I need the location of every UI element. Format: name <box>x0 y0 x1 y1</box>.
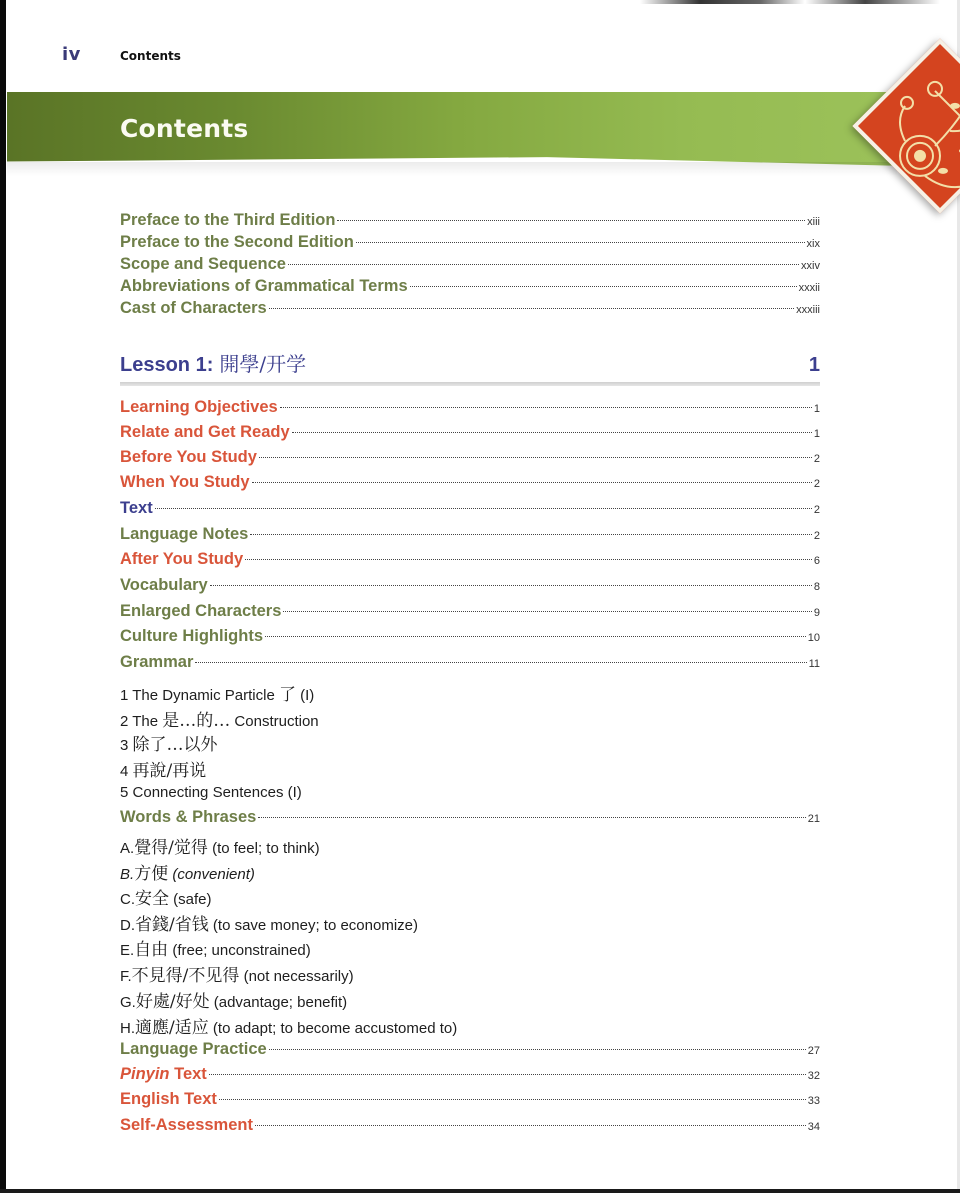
toc-entry-page: 27 <box>807 1045 820 1057</box>
item-number: 4 <box>120 763 129 780</box>
phrase-item[interactable] <box>120 961 354 986</box>
item-number: 1 <box>120 687 129 704</box>
lesson-heading[interactable] <box>120 348 820 377</box>
dot-leader <box>410 286 797 287</box>
toc-entry-page: xiii <box>807 216 820 228</box>
dot-leader <box>252 482 812 483</box>
toc-entry-label: Cast of Characters <box>120 299 267 317</box>
item-letter: G. <box>120 994 136 1011</box>
item-gloss: (advantage; benefit) <box>213 994 348 1011</box>
toc-entry[interactable] <box>120 602 820 624</box>
dot-leader <box>209 1074 806 1075</box>
lesson-title-chinese: 開學/开学 <box>219 352 307 376</box>
dot-leader <box>292 432 812 433</box>
toc-entry-page: 2 <box>813 478 820 490</box>
toc-entry-label: Vocabulary <box>120 576 208 594</box>
toc-entry[interactable] <box>120 1065 820 1087</box>
toc-entry-label: Language Notes <box>120 525 249 543</box>
dot-leader <box>280 407 812 408</box>
item-chinese: 省錢/省钱 <box>135 915 209 935</box>
item-letter: C. <box>120 891 135 908</box>
toc-entry[interactable] <box>120 233 820 255</box>
grammar-item[interactable] <box>120 730 218 755</box>
toc-entry-page: xxxii <box>798 282 820 294</box>
scan-edge <box>0 0 6 1193</box>
toc-entry[interactable] <box>120 627 820 649</box>
dot-leader <box>258 817 805 818</box>
item-letter: H. <box>120 1020 135 1037</box>
toc-entry-label: Preface to the Second Edition <box>120 233 354 251</box>
dot-leader <box>250 534 812 535</box>
toc-entry-label: Language Practice <box>120 1040 267 1058</box>
toc-entry[interactable] <box>120 277 820 299</box>
toc-entry-page: 2 <box>813 504 820 516</box>
item-text: The Dynamic Particle <box>132 687 279 704</box>
dot-leader <box>210 585 812 586</box>
item-chinese: 不見得/不见得 <box>131 966 240 986</box>
toc-entry-label: Text <box>120 499 153 517</box>
toc-entry-label: Words & Phrases <box>120 808 257 826</box>
grammar-item[interactable] <box>120 706 319 731</box>
dot-leader <box>288 264 799 265</box>
toc-entry[interactable] <box>120 211 820 233</box>
item-letter: B. <box>120 866 135 883</box>
banner-shadow <box>7 162 897 176</box>
item-text: The <box>132 713 163 730</box>
item-letter: A. <box>120 840 135 857</box>
item-gloss: (safe) <box>173 891 212 908</box>
item-chinese: 再說/再说 <box>132 761 207 781</box>
toc-entry-page: 33 <box>807 1095 820 1107</box>
item-text-post: Construction <box>230 713 319 730</box>
item-gloss: (to save money; to economize) <box>212 917 418 934</box>
dot-leader <box>255 1125 806 1126</box>
page-number: iv <box>62 44 81 65</box>
item-chinese: 了 <box>278 685 296 705</box>
toc-entry[interactable] <box>120 1040 820 1062</box>
item-chinese: 安全 <box>135 889 169 909</box>
scan-edge <box>640 0 940 4</box>
toc-entry[interactable] <box>120 499 820 521</box>
toc-entry[interactable] <box>120 448 820 470</box>
toc-entry-page: 6 <box>813 555 820 567</box>
toc-entry-label: Self-Assessment <box>120 1116 253 1134</box>
phrase-item[interactable] <box>120 859 255 884</box>
toc-entry[interactable] <box>120 808 820 830</box>
toc-entry-page: xxiv <box>801 260 820 272</box>
text-label: Text <box>169 1065 207 1083</box>
dot-leader <box>269 308 794 309</box>
item-letter: E. <box>120 942 135 959</box>
toc-entry-label: Preface to the Third Edition <box>120 211 336 229</box>
toc-entry-label: English Text <box>120 1090 217 1108</box>
running-title: Contents <box>120 49 181 63</box>
running-head <box>62 44 181 65</box>
dot-leader <box>245 559 812 560</box>
item-chinese: 除了…以外 <box>132 735 218 755</box>
page-title: Contents <box>120 114 249 143</box>
dot-leader <box>195 662 806 663</box>
toc-entry-label: After You Study <box>120 550 244 568</box>
toc-entry-page: 34 <box>807 1121 820 1133</box>
toc-entry-page: 2 <box>813 453 820 465</box>
item-chinese: 適應/适应 <box>135 1018 209 1038</box>
toc-entry-page: 32 <box>807 1070 820 1082</box>
toc-entry-label: Culture Highlights <box>120 627 263 645</box>
phrase-item[interactable] <box>120 910 418 935</box>
dot-leader <box>265 636 806 637</box>
toc-entry-label: When You Study <box>120 473 250 491</box>
toc-entry[interactable] <box>120 299 820 321</box>
toc-entry[interactable] <box>120 525 820 547</box>
toc-entry-label: Abbreviations of Grammatical Terms <box>120 277 408 295</box>
toc-entry[interactable] <box>120 255 820 277</box>
item-number: 3 <box>120 737 129 754</box>
toc-entry-label: Enlarged Characters <box>120 602 282 620</box>
toc-entry-page: 11 <box>808 658 820 670</box>
item-chinese: 自由 <box>134 940 169 960</box>
dot-leader <box>155 508 812 509</box>
toc-entry-label: Grammar <box>120 653 194 671</box>
toc-entry-page: 8 <box>813 581 820 593</box>
lesson-page: 1 <box>808 354 820 376</box>
pinyin-italic-label: Pinyin <box>120 1065 170 1083</box>
item-letter: F. <box>120 968 132 985</box>
scan-edge <box>0 1189 960 1193</box>
dot-leader <box>219 1099 806 1100</box>
toc-entry-label: Relate and Get Ready <box>120 423 290 441</box>
item-gloss: (to feel; to think) <box>212 840 320 857</box>
toc-entry[interactable] <box>120 576 820 598</box>
toc-entry-page: 21 <box>807 813 820 825</box>
dot-leader <box>269 1049 806 1050</box>
toc-entry-page: 1 <box>813 403 820 415</box>
dot-leader <box>337 220 805 221</box>
item-chinese: 方便 <box>134 864 169 884</box>
item-gloss: (free; unconstrained) <box>172 942 311 959</box>
item-number: 2 <box>120 713 129 730</box>
item-gloss: (convenient) <box>172 866 255 883</box>
toc-entry[interactable] <box>120 653 820 675</box>
toc-entry[interactable] <box>120 1116 820 1138</box>
toc-entry[interactable] <box>120 398 820 420</box>
grammar-item[interactable] <box>120 784 302 801</box>
dot-leader <box>259 457 812 458</box>
phrase-item[interactable] <box>120 935 311 960</box>
item-letter: D. <box>120 917 135 934</box>
toc-entry[interactable] <box>120 550 820 572</box>
phrase-item[interactable] <box>120 987 347 1012</box>
toc-entry-page: 2 <box>813 530 820 542</box>
grammar-item[interactable] <box>120 680 314 705</box>
toc-entry-label: Scope and Sequence <box>120 255 286 273</box>
floral-diamond-ornament-icon <box>852 38 960 213</box>
dot-leader <box>356 242 805 243</box>
toc-entry-page: xix <box>806 238 820 250</box>
toc-entry-page: xxxiii <box>796 304 820 316</box>
phrase-item[interactable] <box>120 884 212 909</box>
toc-entry[interactable] <box>120 423 820 445</box>
toc-entry-page: 10 <box>807 632 820 644</box>
item-chinese: 覺得/觉得 <box>134 838 208 858</box>
item-text-post: (I) <box>295 687 315 704</box>
toc-entry-page: 9 <box>813 607 820 619</box>
divider <box>120 382 820 386</box>
phrase-item[interactable] <box>120 833 320 858</box>
item-gloss: (not necessarily) <box>243 968 354 985</box>
toc-entry[interactable] <box>120 1090 820 1112</box>
toc-entry-label: Learning Objectives <box>120 398 278 416</box>
item-gloss: (to adapt; to become accustomed to) <box>212 1020 458 1037</box>
lesson-label: Lesson 1: <box>120 354 214 376</box>
toc-entry-label <box>120 1065 207 1084</box>
toc-entry-label: Before You Study <box>120 448 257 466</box>
item-chinese: 好處/好处 <box>135 992 210 1012</box>
item-number: 5 <box>120 784 129 801</box>
toc-entry[interactable] <box>120 473 820 495</box>
phrase-item[interactable] <box>120 1013 457 1038</box>
item-chinese: 是…的… <box>162 711 231 731</box>
dot-leader <box>283 611 811 612</box>
toc-entry-page: 1 <box>813 428 820 440</box>
item-text: Connecting Sentences (I) <box>132 784 302 801</box>
grammar-item[interactable] <box>120 756 206 781</box>
